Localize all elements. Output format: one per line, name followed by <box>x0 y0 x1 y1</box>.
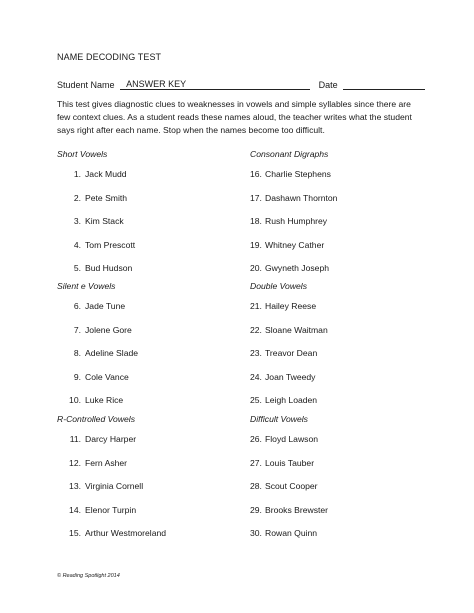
name-list-item <box>250 263 329 273</box>
item-number: 1. <box>73 169 81 179</box>
item-number: 10. <box>69 395 81 405</box>
name-list-item <box>250 216 327 226</box>
item-name: Joan Tweedy <box>265 371 316 382</box>
item-name: Adeline Slade <box>85 348 139 358</box>
item-name: Floyd Lawson <box>265 434 319 444</box>
name-list-item <box>57 240 135 250</box>
item-name: Brooks Brewster <box>265 504 329 515</box>
name-list-item <box>57 458 127 468</box>
item-name: Leigh Loaden <box>265 395 318 405</box>
test-title: NAME DECODING TEST <box>57 52 162 62</box>
name-list-item <box>250 458 314 468</box>
name-list-item <box>250 348 317 358</box>
name-list-item <box>57 372 129 382</box>
date-field <box>343 78 425 90</box>
item-number: 25. <box>250 395 262 405</box>
item-number: 2. <box>73 192 81 203</box>
item-number: 7. <box>73 324 81 335</box>
item-number: 24. <box>250 371 262 382</box>
item-name: Luke Rice <box>85 395 124 405</box>
item-number: 22. <box>250 324 262 335</box>
section-heading: Consonant Digraphs <box>250 149 329 159</box>
item-number: 17. <box>250 192 262 203</box>
student-info-line <box>57 78 425 90</box>
name-list-item <box>250 240 324 250</box>
name-list-item <box>57 505 136 515</box>
item-name: Elenor Turpin <box>85 504 137 515</box>
name-list-item <box>57 193 127 203</box>
item-number: 18. <box>250 216 262 226</box>
student-name-label: Student Name <box>57 80 115 90</box>
item-name: Charlie Stephens <box>265 169 331 179</box>
name-list-item <box>57 216 124 226</box>
item-number: 28. <box>250 481 262 491</box>
item-name: Jade Tune <box>85 301 126 311</box>
section-heading: R-Controlled Vowels <box>57 414 136 424</box>
item-number: 9. <box>73 371 81 382</box>
item-number: 14. <box>69 504 81 515</box>
name-list-item <box>250 325 328 335</box>
instructions-paragraph: This test gives diagnostic clues to weaknesses in vowels and simple syllables since there are few context clues. As a student reads these names aloud, the teacher writes what the student says right after each name. Stop when the names become too difficult. <box>57 99 412 135</box>
item-number: 21. <box>250 301 262 311</box>
item-number: 16. <box>250 169 262 179</box>
item-name: Arthur Westmoreland <box>85 528 167 538</box>
item-number: 19. <box>250 239 262 250</box>
name-list-item <box>250 193 337 203</box>
item-number: 4. <box>73 239 81 250</box>
item-name: Jolene Gore <box>85 324 132 335</box>
item-name: Rowan Quinn <box>265 528 318 538</box>
item-name: Gwyneth Joseph <box>265 263 330 273</box>
item-number: 8. <box>73 348 81 358</box>
item-number: 30. <box>250 528 262 538</box>
item-name: Louis Tauber <box>265 457 315 468</box>
item-name: Whitney Cather <box>265 239 325 250</box>
section-heading: Short Vowels <box>57 149 108 159</box>
item-number: 26. <box>250 434 262 444</box>
item-number: 29. <box>250 504 262 515</box>
item-name: Rush Humphrey <box>265 216 328 226</box>
item-name: Jack Mudd <box>85 169 127 179</box>
copyright-footer: © Reading Spotlight 2014 <box>57 573 120 579</box>
item-number: 13. <box>69 481 81 491</box>
item-name: Scout Cooper <box>265 481 318 491</box>
section-heading: Silent e Vowels <box>57 281 116 291</box>
item-name: Tom Prescott <box>85 239 136 250</box>
name-list-item <box>57 348 138 358</box>
name-list-item <box>250 505 328 515</box>
name-list-item <box>57 263 132 273</box>
student-name-field <box>120 78 310 90</box>
item-name: Pete Smith <box>85 192 128 203</box>
item-name: Kim Stack <box>85 216 124 226</box>
item-number: 3. <box>73 216 81 226</box>
name-list-item <box>250 528 317 538</box>
item-name: Dashawn Thornton <box>265 192 338 203</box>
name-list-item <box>250 301 316 311</box>
section-heading: Difficult Vowels <box>250 414 308 424</box>
item-name: Virginia Cornell <box>85 481 144 491</box>
item-number: 27. <box>250 457 262 468</box>
name-list-item <box>57 434 136 444</box>
item-name: Cole Vance <box>85 371 129 382</box>
item-name: Hailey Reese <box>265 301 317 311</box>
name-list-item <box>57 325 132 335</box>
item-number: 20. <box>250 263 262 273</box>
name-list-item <box>57 481 143 491</box>
item-name: Fern Asher <box>85 457 128 468</box>
name-list-item <box>250 481 318 491</box>
name-list-item <box>57 301 125 311</box>
item-number: 12. <box>69 457 81 468</box>
item-number: 15. <box>69 528 81 538</box>
name-list-item <box>57 169 127 179</box>
section-heading: Double Vowels <box>250 281 308 291</box>
item-name: Treavor Dean <box>265 348 318 358</box>
item-number: 5. <box>73 263 81 273</box>
item-name: Bud Hudson <box>85 263 133 273</box>
name-list-item <box>250 395 317 405</box>
name-list-item <box>57 395 123 405</box>
name-list-item <box>57 528 166 538</box>
student-name-value: ANSWER KEY <box>126 79 187 89</box>
name-list-item <box>250 434 318 444</box>
name-list-item <box>250 169 331 179</box>
item-number: 11. <box>69 434 81 444</box>
item-name: Darcy Harper <box>85 434 137 444</box>
item-name: Sloane Waitman <box>265 324 328 335</box>
item-number: 6. <box>73 301 81 311</box>
name-list-item <box>250 372 315 382</box>
item-number: 23. <box>250 348 262 358</box>
date-label: Date <box>318 80 338 90</box>
